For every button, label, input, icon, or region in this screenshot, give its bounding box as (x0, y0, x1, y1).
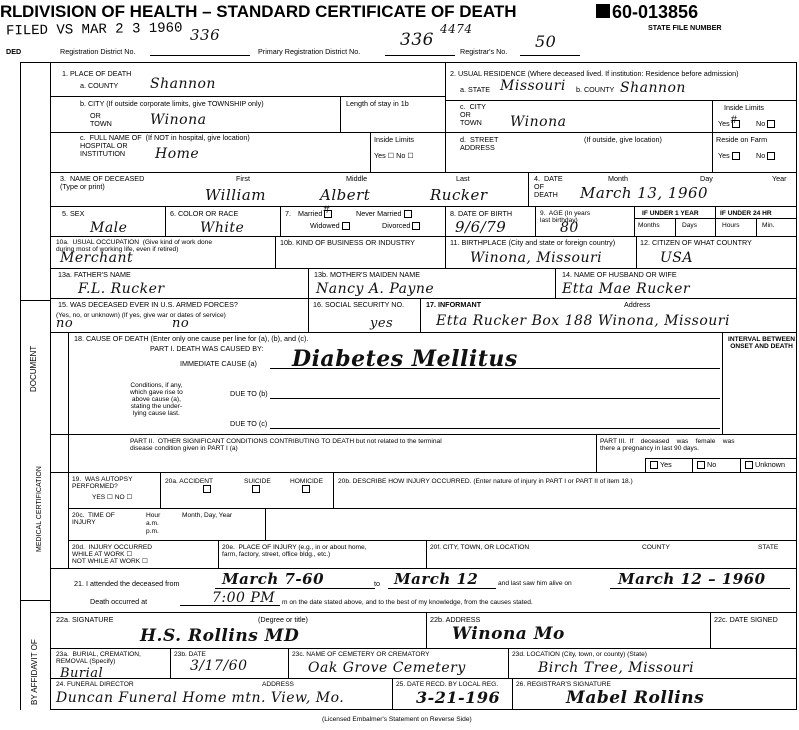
mother-label: 13b. MOTHER'S MAIDEN NAME (314, 270, 421, 279)
under-1-year-label: IF UNDER 1 YEAR (642, 210, 699, 217)
death-month-label: Month (608, 174, 628, 183)
at-work-label: 20d. INJURY OCCURRED WHILE AT WORK ☐ NOT WHILE AT WORK ☐ (72, 544, 153, 565)
widowed-option: Widowed (310, 222, 352, 230)
last-name-value: Rucker (430, 186, 488, 204)
never-married-option: Never Married (356, 210, 414, 218)
dob-value: 9/6/79 (455, 218, 507, 236)
physician-address-label: 22b. ADDRESS (430, 615, 481, 624)
farm-no: No (756, 152, 777, 160)
registrar-label: Registrar's No. (460, 47, 508, 56)
division-prefix: RL (0, 2, 23, 21)
attended-label: 21. I attended the deceased from (74, 579, 180, 588)
date-of-death-label: 4. DATE OF DEATH (534, 174, 563, 199)
injury-city-label: 20f. CITY, TOWN, OR LOCATION (430, 544, 530, 551)
corner-mark (596, 4, 610, 18)
mdy-label: Month, Day, Year (182, 512, 233, 519)
middle-name-label: Middle (346, 174, 368, 183)
hospital-inside-limits-label: Inside Limits (374, 135, 414, 144)
injury-place-label: 20e. PLACE OF INJURY (e.g., in or about home, farm, factory, street, office bldg., etc.) (222, 544, 367, 558)
autopsy-label: 19. WAS AUTOPSY PERFORMED? (72, 476, 133, 490)
place-of-death-label: 1. PLACE OF DEATH (62, 69, 132, 78)
death-county-value: Shannon (150, 76, 216, 92)
last-saw-value: March 12 – 1960 (618, 570, 766, 588)
first-name-label: First (236, 174, 250, 183)
local-reg-date-value: 3-21-196 (416, 688, 501, 707)
injury-time-label: 20c. TIME OF INJURY (72, 512, 115, 526)
birthplace-label: 11. BIRTHPLACE (City and state or foreign country) (450, 238, 616, 247)
attended-to-value: March 12 (394, 570, 479, 588)
footer-note: (Licensed Embalmer's Statement on Reverse Side) (322, 716, 472, 723)
service-value: no (172, 316, 190, 331)
date-signed-label: 22c. DATE SIGNED (714, 615, 778, 624)
burial-date-value: 3/17/60 (190, 658, 248, 674)
farm-yes: Yes (718, 152, 742, 160)
hospital-value: Home (155, 146, 200, 162)
last-saw-label: and last saw him alive on (498, 580, 572, 587)
reg-district-value: 336 (190, 26, 221, 44)
interval-label: INTERVAL BETWEEN ONSET AND DEATH (728, 336, 796, 350)
father-label: 13a. FATHER'S NAME (58, 270, 131, 279)
margin-affidavit: BY AFFIDAVIT OF (30, 639, 39, 705)
marital-label: 7. (285, 209, 291, 218)
married-option: Married # (298, 210, 334, 218)
citizen-value: USA (660, 250, 693, 266)
accident-option: 20a. ACCIDENT (165, 478, 213, 493)
suicide-option: SUICIDE (244, 478, 271, 493)
certificate-title: DIVISION OF HEALTH – STANDARD CERTIFICATE OF DEATH (22, 2, 517, 21)
dob-label: 8. DATE OF BIRTH (450, 209, 513, 218)
father-value: F.L. Rucker (78, 281, 165, 297)
res-county-value: Shannon (620, 80, 686, 96)
attended-from-value: March 7-60 (222, 570, 325, 588)
certificate-number: 60-013856 (612, 2, 699, 22)
death-statement: m on the date stated above, and to the best of my knowledge, from the causes stated. (282, 599, 533, 606)
occupation-label: 10a. USUAL OCCUPATION (Give kind of work done during most of working life, even if retired) (56, 239, 212, 253)
death-day-label: Day (700, 174, 713, 183)
ded-label: DED (6, 47, 22, 56)
first-name-value: William (205, 186, 267, 204)
death-occurred-label: Death occurred at (90, 597, 148, 606)
burial-date-label: 23b. DATE (174, 651, 206, 658)
hospital-inside-yes-no: Yes ☐ No ☐ (374, 151, 414, 160)
citizen-label: 12. CITIZEN OF WHAT COUNTRY (640, 238, 752, 247)
under-24-label: IF UNDER 24 HR (720, 210, 772, 217)
death-year-label: Year (772, 174, 787, 183)
registrar-signature-label: 26. REGISTRAR'S SIGNATURE (516, 681, 611, 688)
occupation-value: Merchant (60, 250, 134, 266)
burial-value: Burial (60, 666, 104, 681)
pregnancy-yes: Yes (648, 461, 672, 469)
pm-label: p.m. (146, 528, 159, 535)
death-county-label: a. COUNTY (80, 81, 119, 90)
hours-label: Hours (722, 222, 740, 229)
stay-label: Length of stay in 1b (346, 99, 409, 108)
birthplace-value: Winona, Missouri (470, 250, 603, 266)
location-label: 23d. LOCATION (City, town, or county) (State) (512, 651, 647, 658)
armed-forces-sub: (Yes, no, or unknown) (If yes, give war or dates of service) (56, 312, 226, 319)
informant-label: 17. INFORMANT (426, 300, 482, 309)
sex-label: 5. SEX (62, 209, 85, 218)
filed-stamp: FILED VS MAR 2 3 1960 (5, 20, 183, 40)
date-of-death-value: March 13, 1960 (580, 184, 709, 202)
registrar-value: 50 (535, 32, 557, 51)
injury-county-label: COUNTY (642, 544, 670, 551)
am-label: a.m. (146, 520, 159, 527)
cemetery-value: Oak Grove Cemetery (308, 660, 466, 676)
funeral-director-label: 24. FUNERAL DIRECTOR (56, 681, 134, 688)
state-file-label: STATE FILE NUMBER (648, 23, 722, 32)
business-label: 10b. KIND OF BUSINESS OR INDUSTRY (280, 238, 415, 247)
reg-district-label: Registration District No. (60, 47, 136, 56)
pregnancy-no: No (695, 461, 716, 469)
local-reg-date-label: 25. DATE RECD. BY LOCAL REG. (396, 681, 499, 688)
attended-to-label: to (374, 579, 380, 588)
death-city-value: Winona (150, 112, 207, 128)
primary-reg-label: Primary Registration District No. (258, 47, 361, 56)
armed-forces-label: 15. WAS DECEASED EVER IN U.S. ARMED FORCES? (58, 300, 238, 309)
death-city-label: b. CITY (If outside corporate limits, give TOWNSHIP only) (80, 99, 264, 108)
autopsy-yes-no: YES ☐ NO ☐ (92, 494, 133, 501)
immediate-cause-value: Diabetes Mellitus (292, 346, 518, 372)
age-label: 9. AGE (In years last birthday) (540, 210, 591, 224)
cemetery-label: 23c. NAME OF CEMETERY OR CREMATORY (292, 651, 430, 658)
res-street-label: d. STREET ADDRESS (460, 135, 499, 152)
part1-label: PART I. DEATH WAS CAUSED BY: (150, 344, 264, 353)
due-to-c-label: DUE TO (c) (230, 419, 268, 428)
divorced-option: Divorced (382, 222, 422, 230)
injury-how-label: 20b. DESCRIBE HOW INJURY OCCURRED. (Enter nature of injury in PART I or PART II of item 18.) (338, 478, 633, 485)
margin-medical: MEDICAL CERTIFICATION (36, 466, 43, 552)
color-label: 6. COLOR OR RACE (170, 209, 239, 218)
signature-label: 22a. SIGNATURE (56, 615, 114, 624)
farm-label: Reside on Farm (716, 135, 768, 144)
injury-state-label: STATE (758, 544, 779, 551)
res-street-note: (If outside, give location) (584, 135, 662, 144)
last-name-label: Last (456, 174, 470, 183)
part3-label: PART III. If deceased was female was there a pregnancy in last 90 days. (600, 438, 735, 452)
res-inside-no: No (756, 120, 777, 128)
spouse-label: 14. NAME OF HUSBAND OR WIFE (562, 270, 677, 279)
months-label: Months (638, 222, 660, 229)
hour-label: Hour (146, 512, 161, 519)
res-county-label: b. COUNTY (576, 85, 615, 94)
days-label: Days (682, 222, 698, 229)
homicide-option: HOMICIDE (290, 478, 323, 493)
primary-reg-value: 336 (400, 30, 434, 50)
res-city-label: c. CITY OR TOWN (460, 102, 486, 127)
immediate-cause-label: IMMEDIATE CAUSE (a) (180, 359, 257, 368)
hospital-label: c. FULL NAME OF (If NOT in hospital, give location) HOSPITAL OR INSTITUTION (80, 133, 250, 158)
mother-value: Nancy A. Payne (316, 281, 435, 297)
physician-address-value: Winona Mo (452, 624, 565, 644)
conditions-label: Conditions, if any, which gave rise to above cause (a), stating the under- lying cause last. (130, 382, 183, 417)
res-inside-yes: Yes # (718, 120, 742, 128)
res-state-label: a. STATE (460, 85, 491, 94)
due-to-b-label: DUE TO (b) (230, 389, 268, 398)
or-town-label: OR TOWN (90, 111, 112, 128)
funeral-director-value: Duncan Funeral Home mtn. View, Mo. (56, 690, 345, 706)
color-value: White (200, 220, 245, 236)
age-value: 80 (560, 220, 579, 236)
res-inside-limits-label: Inside Limits (724, 103, 764, 112)
registrar-signature-value: Mabel Rollins (566, 688, 705, 708)
res-state-value: Missouri (500, 78, 566, 94)
informant-address-label: Address (624, 300, 651, 309)
registrar-number-value: 4474 (440, 22, 473, 36)
location-value: Birch Tree, Missouri (538, 660, 695, 676)
minutes-label: Min. (762, 222, 775, 229)
pregnancy-unknown: Unknown (743, 461, 785, 469)
part2-label: PART II. OTHER SIGNIFICANT CONDITIONS CONTRIBUTING TO DEATH but not related to the terminal disease condition given in PART I (a) (130, 438, 442, 452)
spouse-value: Etta Mae Rucker (562, 281, 691, 297)
informant-value: Etta Rucker Box 188 Winona, Missouri (436, 313, 730, 329)
middle-name-value: Albert (320, 186, 371, 204)
deceased-name-label: 3. NAME OF DECEASED (Type or print) (60, 174, 145, 191)
residence-label: 2. USUAL RESIDENCE (Where deceased lived. If institution: Residence before admission) (450, 69, 739, 78)
funeral-address-label: ADDRESS (262, 681, 294, 688)
margin-document: DOCUMENT (29, 345, 38, 392)
ssn-value: yes (370, 316, 394, 331)
death-time-value: 7:00 PM (212, 590, 276, 606)
physician-signature: H.S. Rollins MD (140, 626, 300, 646)
cause-label: 18. CAUSE OF DEATH (Enter only one cause per line for (a), (b), and (c). (74, 334, 309, 343)
degree-label: (Degree or title) (258, 615, 308, 624)
armed-forces-value: no (56, 316, 74, 331)
res-city-value: Winona (510, 114, 567, 130)
ssn-label: 16. SOCIAL SECURITY NO. (313, 300, 405, 309)
burial-label: 23a. BURIAL, CREMATION, REMOVAL (Specify) (56, 651, 141, 665)
sex-value: Male (90, 220, 128, 236)
